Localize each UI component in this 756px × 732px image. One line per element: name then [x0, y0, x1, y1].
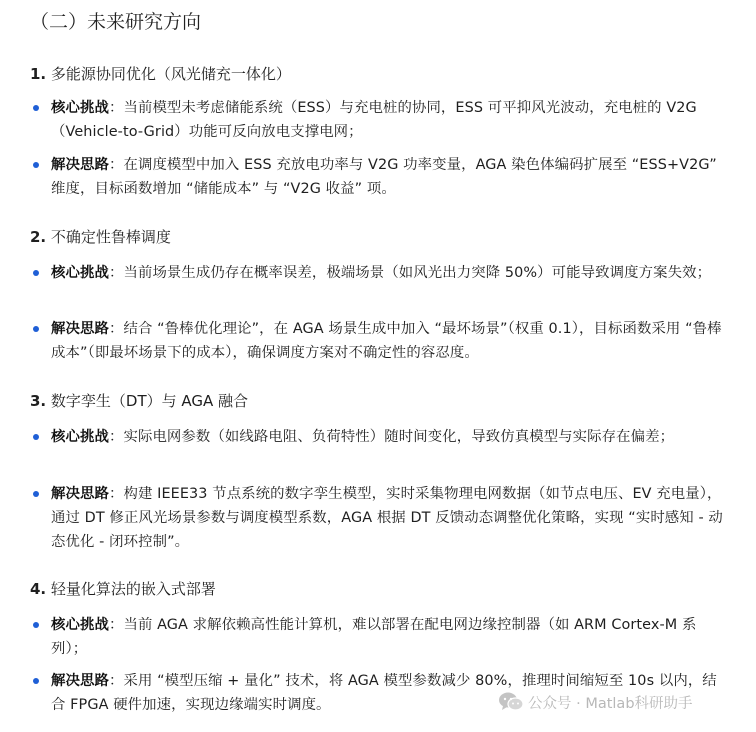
list-item	[30, 482, 730, 554]
section-title: 数字孪生（DT）与 AGA 融合	[50, 392, 249, 410]
section-title: 轻量化算法的嵌入式部署	[50, 580, 216, 598]
section-number: 4.	[30, 580, 47, 598]
list-item	[30, 613, 730, 661]
page-title: （二）未来研究方向	[30, 11, 202, 33]
bullet-label: 解决思路	[51, 486, 109, 502]
bullet-body: ：构建 IEEE33 节点系统的数字孪生模型，实时采集物理电网数据（如节点电压、EV 充电量），通过 DT 修正风光场景参数与调度模型系数，AGA 根据 DT 反馈动态调整优化策略，实现 “实时感知 - 动态优化 - 闭环控制”。	[51, 486, 723, 550]
list-item-text	[51, 425, 730, 449]
bullet-icon	[33, 622, 39, 628]
list-item-text	[51, 613, 730, 661]
list-item-text	[51, 261, 730, 285]
list-item-text	[51, 96, 730, 144]
bullet-body: ：采用 “模型压缩 + 量化” 技术，将 AGA 模型参数减少 80%，推理时间缩短至 10s 以内，结合 FPGA 硬件加速，实现边缘端实时调度。	[51, 673, 717, 713]
section-heading-2	[30, 225, 171, 249]
bullet-icon	[33, 326, 39, 332]
bullet-body: ：当前模型未考虑储能系统（ESS）与充电桩的协同，ESS 可平抑风光波动，充电桩的 V2G（Vehicle-to-Grid）功能可反向放电支撑电网；	[51, 100, 697, 140]
list-item	[30, 96, 730, 144]
bullet-label: 解决思路	[51, 321, 109, 337]
list-item-text	[51, 153, 730, 201]
bullet-icon	[33, 162, 39, 168]
section-heading-3	[30, 389, 248, 413]
bullet-body: ：当前场景生成仍存在概率误差，极端场景（如风光出力突降 50%）可能导致调度方案失效；	[108, 265, 712, 281]
bullet-label: 核心挑战	[51, 429, 109, 445]
bullet-label: 核心挑战	[51, 265, 109, 281]
bullet-body: ：在调度模型中加入 ESS 充放电功率与 V2G 功率变量，AGA 染色体编码扩展至 “ESS+V2G” 维度，目标函数增加 “储能成本” 与 “V2G 收益” 项。	[51, 157, 717, 197]
bullet-body: ：当前 AGA 求解依赖高性能计算机，难以部署在配电网边缘控制器（如 ARM Cortex-M 系列）；	[51, 617, 697, 657]
section-heading-1	[30, 62, 291, 86]
section-number: 2.	[30, 228, 47, 246]
bullet-label: 解决思路	[51, 673, 109, 689]
section-number: 1.	[30, 65, 47, 83]
list-item	[30, 317, 730, 365]
list-item-text	[51, 317, 730, 365]
bullet-body: ：结合 “鲁棒优化理论”，在 AGA 场景生成中加入 “最坏场景”（权重 0.1），目标函数采用 “鲁棒成本”（即最坏场景下的成本），确保调度方案对不确定性的容忍度。	[51, 321, 722, 361]
bullet-icon	[33, 434, 39, 440]
bullet-icon	[33, 105, 39, 111]
section-title: 多能源协同优化（风光储充一体化）	[50, 65, 291, 83]
list-item-text	[51, 482, 730, 554]
list-item	[30, 425, 730, 449]
bullet-label: 核心挑战	[51, 100, 109, 116]
section-title: 不确定性鲁棒调度	[50, 228, 171, 246]
watermark	[498, 689, 693, 715]
bullet-body: ：实际电网参数（如线路电阻、负荷特性）随时间变化，导致仿真模型与实际存在偏差；	[108, 429, 675, 445]
bullet-icon	[33, 678, 39, 684]
bullet-icon	[33, 270, 39, 276]
bullet-label: 解决思路	[51, 157, 109, 173]
bullet-label: 核心挑战	[51, 617, 109, 633]
wechat-icon	[498, 691, 524, 713]
section-heading-4	[30, 577, 216, 601]
section-number: 3.	[30, 392, 47, 410]
list-item	[30, 153, 730, 201]
bullet-icon	[33, 491, 39, 497]
watermark-text: 公众号 · Matlab科研助手	[528, 695, 693, 712]
list-item	[30, 261, 730, 285]
